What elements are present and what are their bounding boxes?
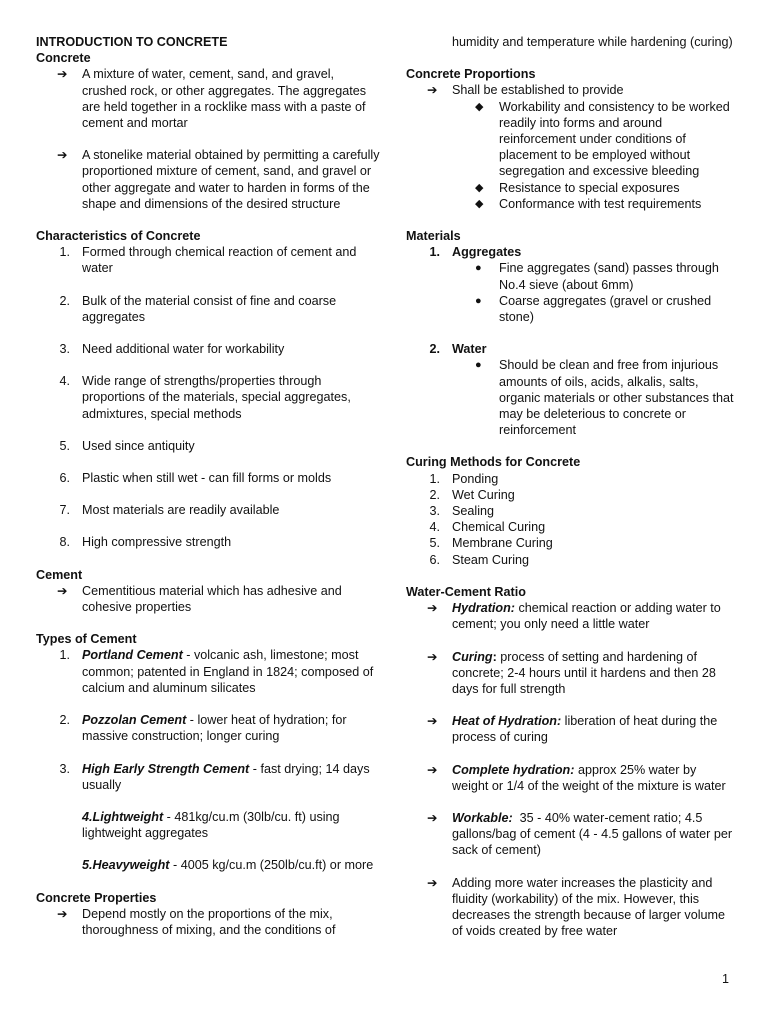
numbered-item: [406, 535, 736, 551]
list-item: [406, 649, 736, 698]
types-heading: Types of Cement: [36, 632, 137, 647]
numbered-item: [406, 471, 736, 487]
proportions-heading: Concrete Proportions: [406, 67, 536, 82]
diamond-bullet-icon: ◆: [475, 197, 484, 210]
list-item-text: A mixture of water, cement, sand, and gravel, crushed rock, or other aggregates. The aggregates are held together in a rocklike mass with a paste of cement and mortar: [82, 67, 366, 131]
list-item: [406, 713, 736, 745]
numbered-item: [406, 519, 736, 535]
item-text: 35 - 40% water-cement ratio; 4.5 gallons/bag of cement (4 - 4.5 gallons of water per sack of cement): [452, 810, 736, 858]
characteristics-heading: Characteristics of Concrete: [36, 229, 201, 244]
arrow-icon: ➔: [427, 714, 438, 729]
sub-list-item: [406, 196, 736, 212]
item-text: chemical reaction or adding water to cement; you only need a little water: [452, 601, 721, 632]
concrete-heading: Concrete: [36, 51, 91, 66]
numbered-item: [406, 487, 736, 503]
item-label: Aggregates: [452, 245, 522, 260]
page-number: 1: [721, 972, 729, 986]
item-text: - lower heat of hydration; for massive construction; longer curing: [82, 713, 347, 744]
item-number: 3.: [59, 342, 70, 357]
item-number: 4.: [429, 520, 440, 535]
arrow-icon: ➔: [427, 875, 438, 890]
numbered-item: [36, 809, 381, 841]
item-term: Curing: [452, 649, 493, 664]
numbered-item: [406, 503, 736, 519]
left-column: [36, 34, 381, 938]
numbered-item: [36, 438, 381, 454]
numbered-item: [36, 341, 381, 357]
list-item: [406, 875, 736, 940]
item-text: Used since antiquity: [82, 438, 195, 453]
diamond-bullet-icon: ◆: [475, 181, 484, 194]
item-term: Workable:: [452, 810, 513, 825]
item-label: Water: [452, 342, 487, 357]
sub-list-item: [406, 260, 736, 292]
list-item: [36, 583, 381, 615]
numbered-item: [36, 244, 381, 276]
item-text: Sealing: [452, 504, 495, 519]
sub-item-text: Coarse aggregates (gravel or crushed stone): [499, 293, 712, 325]
wcr-heading: Water-Cement Ratio: [406, 584, 526, 599]
item-text: process of setting and hardening of concrete; 2-4 hours until it hardens and then 28 days for full strength: [452, 649, 716, 696]
arrow-icon: ➔: [427, 83, 438, 98]
item-text: Bulk of the material consist of fine and coarse aggregates: [82, 293, 337, 324]
item-number: 2.: [429, 342, 440, 357]
item-number: 5.: [429, 536, 440, 551]
list-item: [36, 906, 381, 938]
item-text: Ponding: [452, 471, 499, 486]
item-number: 1.: [59, 245, 70, 260]
sub-item-text: Workability and consistency to be worked readily into forms and around reinforcement under conditions of placement to be employed without segregation and excessive bleeding: [499, 99, 730, 179]
bullet-icon: ●: [475, 262, 482, 275]
arrow-icon: ➔: [57, 583, 68, 598]
item-text: - volcanic ash, limestone; most common; patented in England in 1824; composed of calcium and aluminum silicates: [82, 648, 374, 695]
arrow-icon: ➔: [427, 601, 438, 616]
numbered-item: [36, 293, 381, 325]
list-item-text: Shall be established to provide: [452, 83, 624, 98]
item-text: Plastic when still wet - can fill forms or molds: [82, 471, 332, 486]
item-text: Wet Curing: [452, 487, 515, 502]
right-column: [406, 34, 736, 939]
item-number: 8.: [59, 535, 70, 550]
numbered-item: [36, 647, 381, 696]
item-term: Complete hydration:: [452, 762, 575, 777]
sub-list-item: [406, 293, 736, 325]
item-number: 5.: [59, 438, 70, 453]
arrow-icon: ➔: [427, 649, 438, 664]
numbered-item: [36, 857, 381, 873]
item-number: 1.: [429, 471, 440, 486]
numbered-item: [36, 761, 381, 793]
diamond-bullet-icon: ◆: [475, 100, 484, 113]
item-number: 3.: [429, 504, 440, 519]
arrow-icon: ➔: [57, 906, 68, 921]
item-text: High compressive strength: [82, 535, 232, 550]
list-item-text: A stonelike material obtained by permitting a carefully proportioned mixture of cement, sand, and gravel or other aggregate and water to harden in forms of the shape and dimensions of the desired structure: [82, 148, 380, 211]
bullet-icon: ●: [475, 359, 482, 372]
numbered-item: [36, 373, 381, 422]
item-text: liberation of heat during the process of curing: [452, 714, 718, 745]
sub-list-item: [406, 99, 736, 180]
item-number: 2.: [429, 487, 440, 502]
item-number: 6.: [59, 471, 70, 486]
item-text: Membrane Curing: [452, 536, 553, 551]
item-term: Lightweight: [92, 809, 164, 824]
list-item-text: Depend mostly on the proportions of the mix, thoroughness of mixing, and the conditions of: [82, 906, 336, 937]
numbered-item: [406, 244, 736, 260]
list-item-text: Cementitious material which has adhesive and cohesive properties: [82, 583, 342, 615]
arrow-icon: ➔: [427, 810, 438, 825]
item-text: - 481kg/cu.m (30lb/cu. ft) using lightweight aggregates: [82, 809, 340, 841]
item-number: 2.: [59, 293, 70, 308]
list-item: [36, 147, 381, 212]
item-term-sep: :: [492, 649, 497, 664]
item-number: 4.: [59, 374, 70, 389]
item-text: Adding more water increases the plasticity and fluidity (workability) of the mix. However, this decreases the strength because of larger volume of voids created by free water: [452, 875, 726, 939]
sub-list-item: [406, 357, 736, 438]
item-number: 7.: [59, 503, 70, 518]
item-text: - fast drying; 14 days usually: [82, 761, 370, 792]
curing-heading: Curing Methods for Concrete: [406, 455, 581, 470]
item-text: Steam Curing: [452, 552, 529, 567]
continued-text: humidity and temperature while hardening (curing): [452, 35, 733, 49]
item-term: Portland Cement: [82, 648, 183, 663]
numbered-item: [406, 552, 736, 568]
arrow-icon: ➔: [427, 762, 438, 777]
item-text: Most materials are readily available: [82, 503, 280, 518]
item-term: Hydration:: [452, 601, 515, 616]
numbered-item: [36, 502, 381, 518]
item-text: approx 25% water by weight or 1/4 of the weight of the mixture is water: [452, 762, 726, 793]
item-number: 5.: [82, 858, 93, 873]
numbered-item: [406, 341, 736, 357]
item-text: Need additional water for workability: [82, 342, 285, 357]
sub-item-text: Should be clean and free from injurious amounts of oils, acids, alkalis, salts, organic materials or other substances that may be deleterious to concrete or reinforcement: [499, 358, 734, 438]
item-text: Chemical Curing: [452, 520, 546, 535]
sub-item-text: Conformance with test requirements: [499, 196, 702, 211]
sub-item-text: Fine aggregates (sand) passes through No.4 sieve (about 6mm): [499, 261, 719, 292]
item-term: High Early Strength Cement: [82, 761, 250, 776]
properties-heading: Concrete Properties: [36, 890, 157, 905]
numbered-item: [36, 470, 381, 486]
item-text: - 4005 kg/cu.m (250lb/cu.ft) or more: [169, 858, 374, 873]
item-term: Pozzolan Cement: [82, 713, 187, 728]
item-number: 4.: [82, 809, 93, 824]
list-item: [406, 810, 736, 859]
numbered-item: [36, 534, 381, 550]
item-number: 1.: [59, 648, 70, 663]
materials-heading: Materials: [406, 229, 461, 244]
sub-list-item: [406, 180, 736, 196]
list-item: [406, 762, 736, 794]
list-item: [406, 82, 736, 98]
item-term: Heat of Hydration:: [452, 714, 562, 729]
item-term: Heavyweight: [92, 858, 170, 873]
item-number: 1.: [429, 245, 440, 260]
item-number: 3.: [59, 761, 70, 776]
arrow-icon: ➔: [57, 67, 68, 82]
arrow-icon: ➔: [57, 148, 68, 163]
sub-item-text: Resistance to special exposures: [499, 180, 680, 195]
item-text: Wide range of strengths/properties through proportions of the materials, special aggregates, admixtures, special methods: [82, 374, 351, 421]
item-number: 2.: [59, 713, 70, 728]
cement-heading: Cement: [36, 567, 83, 582]
item-text: Formed through chemical reaction of cement and water: [82, 245, 357, 276]
item-number: 6.: [429, 552, 440, 567]
list-item: [406, 600, 736, 632]
numbered-item: [36, 712, 381, 744]
bullet-icon: ●: [475, 294, 482, 307]
list-item: [36, 66, 381, 131]
document-title: INTRODUCTION TO CONCRETE: [36, 35, 228, 49]
